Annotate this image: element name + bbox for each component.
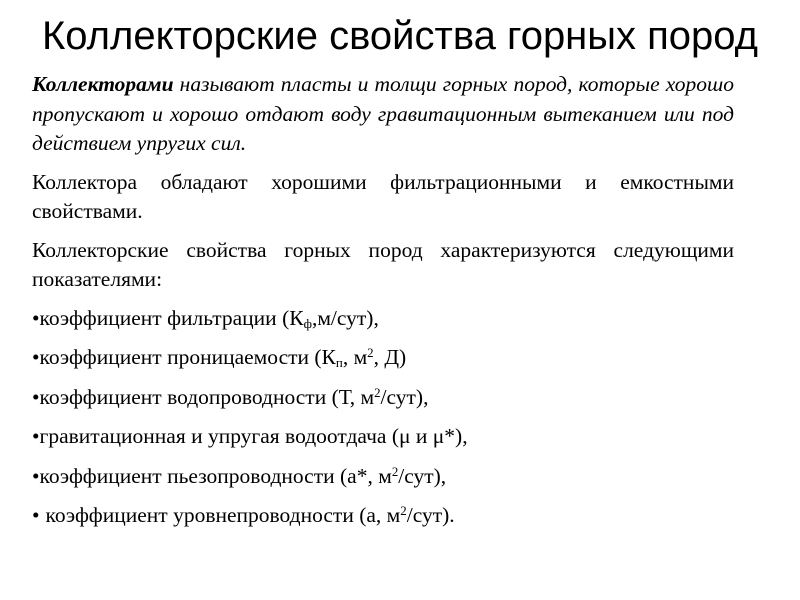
definition-term: Коллекторами: [32, 72, 174, 96]
list-item-piezoconductivity-coefficient: •коэффициент пьезопроводности (а*, $м^2/сут$),: [32, 463, 447, 488]
list-item-permeability-coefficient: •коэффициент проницаемости ($К_п$, $м^2$, Д): [32, 345, 407, 371]
bullet-icon: •: [32, 463, 40, 488]
list-item-transmissivity-coefficient: •коэффициент водопроводности (Т, $м^2/сут$),: [32, 384, 429, 409]
definition-text: называют пласты и толщи горных пород, которые хорошо пропускают и хорошо отдают воду гравитационным вытеканием или под действием упругих сил.: [32, 72, 734, 155]
bullet-icon: •: [32, 424, 40, 448]
indicators-intro-paragraph: Коллекторские свойства горных пород характеризуются следующими показателями:: [32, 237, 734, 291]
properties-paragraph: Коллектора обладают хорошими фильтрационными и емкостными свойствами.: [32, 169, 734, 223]
slide-title: Коллекторские свойства горных пород: [42, 14, 758, 58]
bullet-icon: •: [32, 384, 40, 409]
slide-body: [32, 70, 734, 541]
list-item-specific-yield: •гравитационная и упругая водоотдача (μ и μ*),: [32, 424, 468, 448]
list-item-level-conductivity-coefficient: • коэффициент уровнепроводности (а, $м^2/сут$).: [32, 503, 455, 527]
bullet-icon: •: [32, 305, 40, 330]
indicators-list: [32, 304, 734, 531]
bullet-icon: •: [32, 345, 40, 369]
definition-paragraph: [32, 70, 734, 159]
bullet-icon: •: [32, 503, 40, 527]
list-item-filtration-coefficient: •коэффициент фильтрации $(К_ф,м/сут)$,: [32, 305, 379, 331]
